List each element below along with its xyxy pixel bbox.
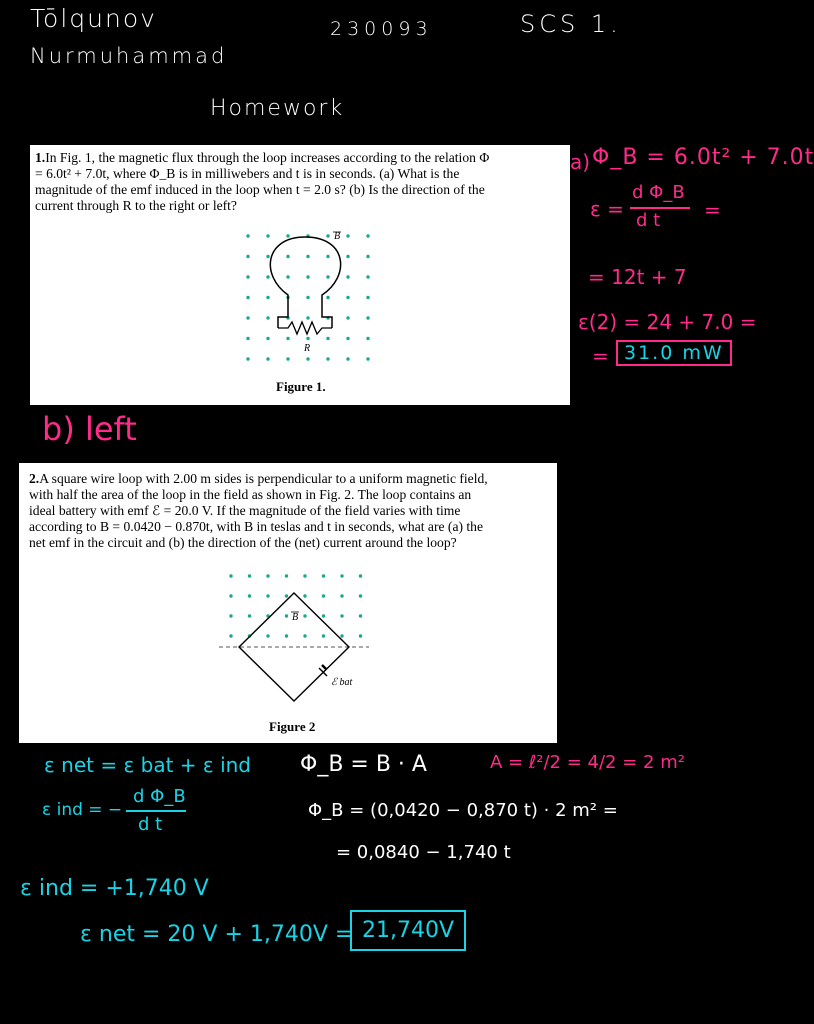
- problem-2-card: [19, 463, 557, 743]
- field-dot: [285, 574, 288, 577]
- field-dot: [306, 316, 309, 319]
- field-dot: [366, 255, 369, 258]
- field-dot: [366, 316, 369, 319]
- field-dot: [246, 316, 249, 319]
- field-dot: [359, 594, 362, 597]
- battery-plate-short: [322, 665, 326, 669]
- problem-1-line-1: In Fig. 1, the magnetic flux through the loop increases according to the relation Φ: [45, 150, 490, 165]
- field-dot: [285, 594, 288, 597]
- field-dot: [246, 275, 249, 278]
- field-dot: [286, 234, 289, 237]
- student-last-name: Tōlqunov: [30, 4, 157, 33]
- wire-loop: [270, 237, 340, 328]
- field-dot: [340, 614, 343, 617]
- field-dot: [246, 234, 249, 237]
- field-dot: [326, 296, 329, 299]
- sol2-fraction-bar: [126, 810, 186, 812]
- field-dot: [266, 337, 269, 340]
- field-dot: [266, 594, 269, 597]
- sol1-answer-a-box: 31.0 mW: [616, 340, 732, 366]
- field-dot: [322, 614, 325, 617]
- sol1-emf-denominator: d t: [636, 210, 661, 231]
- field-dot: [306, 275, 309, 278]
- problem-2-line-5: net emf in the circuit and (b) the direction of the (net) current around the loop?: [29, 535, 457, 550]
- sol2-ind-numerator: d Φ_B: [133, 786, 186, 807]
- field-dot: [322, 634, 325, 637]
- field-dot: [346, 234, 349, 237]
- problem-2-line-2: with half the area of the loop in the field as shown in Fig. 2. The loop contains an: [29, 487, 472, 502]
- field-dot: [340, 634, 343, 637]
- field-dot: [366, 357, 369, 360]
- field-dot: [303, 574, 306, 577]
- field-dot: [266, 234, 269, 237]
- sol1-derivative: = 12t + 7: [588, 265, 687, 289]
- field-dot: [326, 234, 329, 237]
- field-dot: [326, 255, 329, 258]
- field-dot: [229, 634, 232, 637]
- field-dot: [303, 594, 306, 597]
- field-dot: [246, 337, 249, 340]
- field-dot: [359, 634, 362, 637]
- sol2-net-emf-equation: ε net = ε bat + ε ind: [44, 753, 251, 777]
- field-dot: [366, 296, 369, 299]
- sol2-flux-definition: Φ_B = B · A: [300, 752, 427, 777]
- field-dot: [286, 337, 289, 340]
- field-dot: [266, 275, 269, 278]
- problem-1-line-2: = 6.0t² + 7.0t, where Φ_B is in milliwebers and t is in seconds. (a) What is the: [35, 166, 460, 181]
- field-dot: [266, 357, 269, 360]
- sol2-flux-result: = 0,0840 − 1,740 t: [336, 842, 511, 863]
- resistor-zigzag-icon: [278, 322, 332, 334]
- figure-1-diagram: [30, 145, 570, 405]
- sol2-flux-expression: Φ_B = (0,0420 − 0,870 t) · 2 m² =: [308, 800, 618, 821]
- field-dot: [366, 337, 369, 340]
- problem-2-line-3: ideal battery with emf ℰ = 20.0 V. If the magnitude of the field varies with time: [29, 503, 461, 518]
- sol2-ind-emf-lhs: ε ind = −: [42, 800, 123, 820]
- field-dot: [322, 594, 325, 597]
- field-dot: [266, 316, 269, 319]
- field-dot: [248, 594, 251, 597]
- sol1-emf-numerator: d Φ_B: [632, 182, 685, 203]
- student-first-name: Nurmuhammad: [30, 44, 228, 68]
- field-dot: [246, 255, 249, 258]
- problem-1-line-4: current through R to the right or left?: [35, 198, 237, 213]
- field-dot: [326, 275, 329, 278]
- field-dot: [366, 234, 369, 237]
- problem-1-line-3: magnitude of the emf induced in the loop when t = 2.0 s? (b) Is the direction of the: [35, 182, 485, 197]
- sol1-answer-prefix: =: [592, 344, 609, 368]
- field-dot: [229, 574, 232, 577]
- problem-2-line-4: according to B = 0.0420 − 0.870t, with B in teslas and t in seconds, what are (a) the: [29, 519, 484, 534]
- field-dot: [303, 634, 306, 637]
- problem-2-line-1: A square wire loop with 2.00 m sides is perpendicular to a uniform magnetic field,: [39, 471, 488, 486]
- sol2-area: A = ℓ²/2 = 4/2 = 2 m²: [490, 752, 685, 773]
- field-dot: [229, 614, 232, 617]
- field-dot: [326, 357, 329, 360]
- field-dot: [248, 614, 251, 617]
- field-dot: [286, 275, 289, 278]
- figure-2-caption: Figure 2: [269, 719, 316, 734]
- field-dot: [366, 275, 369, 278]
- sol1-emf-lhs: ε =: [590, 197, 624, 221]
- sol1-fraction-bar: [630, 207, 690, 209]
- field-dot: [286, 357, 289, 360]
- field-dot: [306, 296, 309, 299]
- field-dot: [266, 574, 269, 577]
- sol1-part-b-answer: b) left: [42, 410, 137, 448]
- student-id: 230093: [330, 18, 433, 40]
- field-dot: [303, 614, 306, 617]
- page-title: Homework: [210, 96, 345, 121]
- field-dot: [286, 255, 289, 258]
- sol2-ind-denominator: d t: [138, 814, 163, 835]
- field-dot: [346, 275, 349, 278]
- field-dot: [346, 255, 349, 258]
- figure-1-caption: Figure 1.: [276, 379, 326, 394]
- field-dot: [346, 296, 349, 299]
- field-dot: [346, 357, 349, 360]
- sol2-net-emf-lhs: ε net = 20 V + 1,740V =: [80, 922, 354, 947]
- problem-1-number: 1.: [35, 150, 46, 165]
- field-dot: [346, 316, 349, 319]
- figure-1-R-label: R: [304, 343, 311, 354]
- sol1-emf-equals: =: [704, 198, 721, 222]
- field-dot: [246, 296, 249, 299]
- magnetic-field-dots: [229, 574, 362, 637]
- field-dot: [266, 255, 269, 258]
- field-dot: [340, 594, 343, 597]
- field-dot: [306, 357, 309, 360]
- magnetic-field-dots: [246, 234, 369, 360]
- field-dot: [248, 574, 251, 577]
- field-dot: [326, 337, 329, 340]
- field-dot: [340, 574, 343, 577]
- field-dot: [266, 634, 269, 637]
- sol1-flux-equation: Φ_B = 6.0t² + 7.0t: [592, 145, 814, 170]
- field-dot: [322, 574, 325, 577]
- problem-2-number: 2.: [29, 471, 40, 486]
- sol1-part-a-label: a): [570, 150, 591, 174]
- figure-2-B-label: B: [292, 612, 299, 623]
- field-dot: [285, 634, 288, 637]
- figure-1-B-label: B: [334, 231, 341, 242]
- field-dot: [359, 614, 362, 617]
- field-dot: [306, 337, 309, 340]
- field-dot: [359, 574, 362, 577]
- sol2-net-answer-box: 21,740V: [350, 910, 466, 951]
- problem-1-card: [30, 145, 570, 405]
- group-label: SCS 1.: [520, 10, 622, 38]
- figure-2-battery-label: ℰ bat: [331, 677, 353, 688]
- sol2-ind-emf-value: ε ind = +1,740 V: [20, 876, 209, 901]
- field-dot: [306, 255, 309, 258]
- sol1-emf-at-2s: ε(2) = 24 + 7.0 =: [578, 310, 757, 334]
- field-dot: [285, 614, 288, 617]
- field-dot: [266, 296, 269, 299]
- figure-2-diagram: [19, 463, 557, 743]
- field-dot: [229, 594, 232, 597]
- field-dot: [346, 337, 349, 340]
- field-dot: [246, 357, 249, 360]
